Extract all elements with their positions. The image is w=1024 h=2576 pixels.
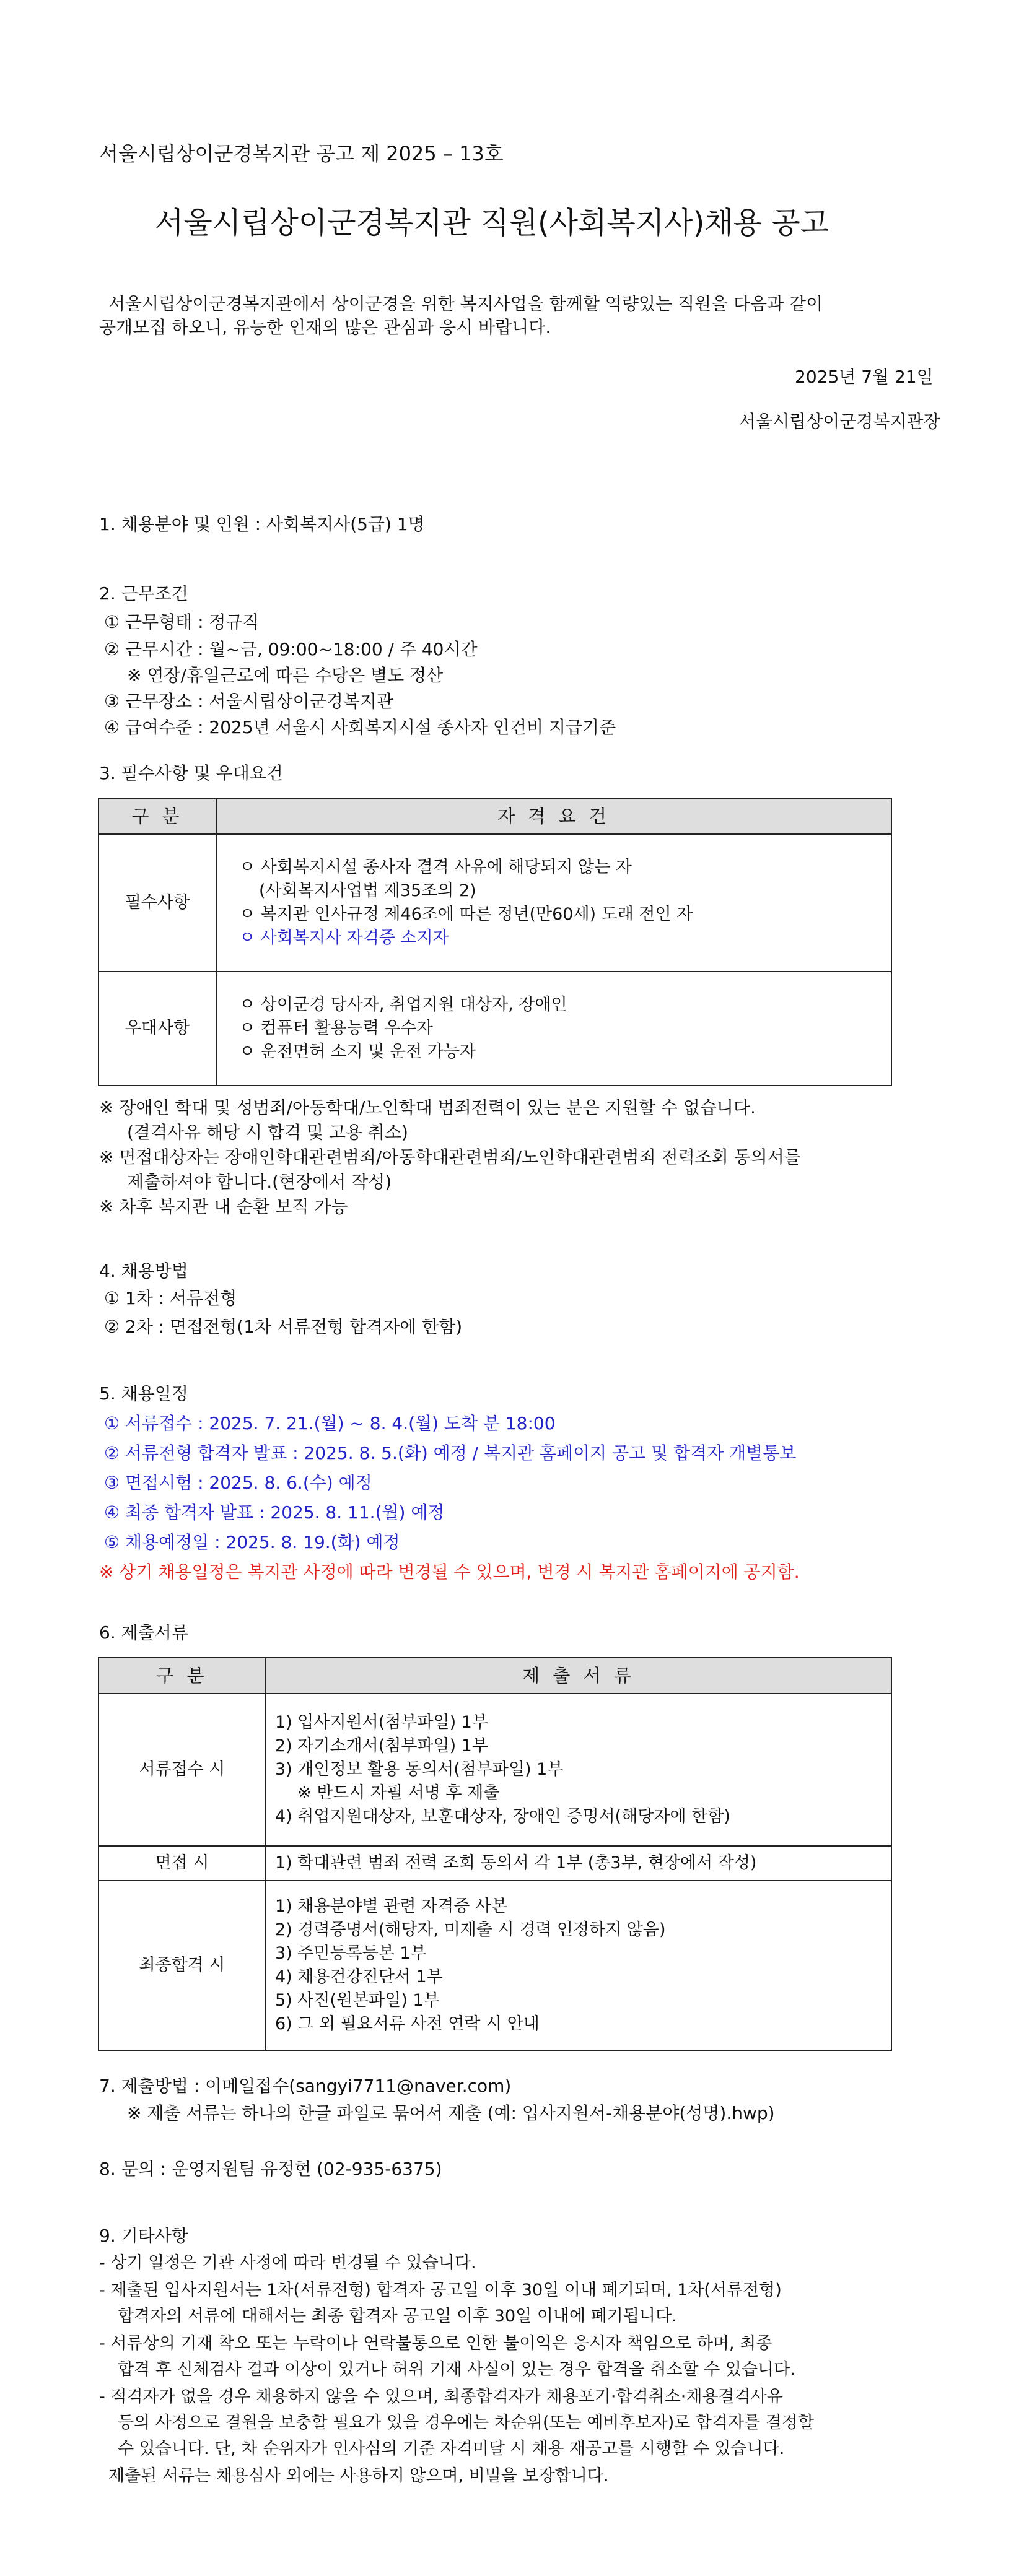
preferred-item-2: ㅇ 컴퓨터 활용능력 우수자 [239, 1019, 433, 1038]
method-step-1: ① 1차 : 서류전형 [104, 1288, 237, 1308]
doc-item: 2) 경력증명서(해당자, 미제출 시 경력 인정하지 않음) [275, 1920, 666, 1939]
work-hours: ② 근무시간 : 월~금, 09:00~18:00 / 주 40시간 [104, 639, 478, 659]
col-header-documents: 제 출 서 류 [266, 1658, 891, 1694]
section-7-submission: 7. 제출방법 : 이메일접수(sangyi7711@naver.com) [99, 2076, 512, 2096]
interview-docs-list [266, 1846, 891, 1881]
doc-item: 4) 채용건강진단서 1부 [275, 1967, 443, 1986]
preferred-item-3: ㅇ 운전면허 소지 및 운전 가능자 [239, 1042, 476, 1061]
schedule-interview: ③ 면접시험 : 2025. 8. 6.(수) 예정 [104, 1473, 372, 1493]
table-header-row [98, 798, 891, 834]
doc-item: 1) 학대관련 범죄 전력 조회 동의서 각 1부 (총3부, 현장에서 작성) [275, 1853, 757, 1873]
note-criminal-record-cont: (결격사유 해당 시 합격 및 고용 취소) [127, 1122, 408, 1142]
section-8-contact: 8. 문의 : 운영지원팀 유정현 (02-935-6375) [99, 2159, 442, 2179]
note-criminal-record: ※ 장애인 학대 및 성범죄/아동학대/노인학대 범죄전력이 있는 분은 지원할 수 없습니다. [99, 1097, 756, 1118]
section-9-title: 9. 기타사항 [99, 2226, 188, 2246]
note-consent-form-cont: 제출하셔야 합니다.(현장에서 작성) [127, 1172, 392, 1192]
misc-line: - 적격자가 없을 경우 채용하지 않을 수 있으며, 최종합격자가 채용포기·합격취소·채용결격사유 [99, 2387, 783, 2406]
misc-line: 제출된 서류는 채용심사 외에는 사용하지 않으며, 비밀을 보장합니다. [108, 2466, 609, 2486]
schedule-change-notice: ※ 상기 채용일정은 복지관 사정에 따라 변경될 수 있으며, 변경 시 복지관 홈페이지에 공지함. [99, 1562, 800, 1582]
method-step-2: ② 2차 : 면접전형(1차 서류전형 합격자에 한함) [104, 1316, 463, 1337]
preferred-item-1: ㅇ 상이군경 당사자, 취업지원 대상자, 장애인 [239, 995, 567, 1014]
documents-table [98, 1657, 892, 2051]
schedule-application: ① 서류접수 : 2025. 7. 21.(월) ~ 8. 4.(월) 도착 분 18:00 [104, 1413, 556, 1434]
notice-number: 서울시립상이군경복지관 공고 제 2025 – 13호 [99, 142, 504, 165]
table-row-required [98, 834, 891, 972]
doc-item: 4) 취업지원대상자, 보훈대상자, 장애인 증명서(해당자에 한함) [275, 1807, 730, 1826]
schedule-final-result: ④ 최종 합격자 발표 : 2025. 8. 11.(월) 예정 [104, 1502, 445, 1523]
section-1-position: 1. 채용분야 및 인원 : 사회복지사(5급) 1명 [99, 514, 425, 534]
doc-item: 1) 채용분야별 관련 자격증 사본 [275, 1897, 508, 1916]
doc-item: 6) 그 외 필요서류 사전 연락 시 안내 [275, 2014, 540, 2034]
table-row-final [98, 1881, 891, 2050]
misc-line: 합격자의 서류에 대해서는 최종 합격자 공고일 이후 30일 이내에 폐기됩니다. [118, 2307, 677, 2326]
col-header-category: 구 분 [98, 1658, 266, 1694]
intro-line-1: 서울시립상이군경복지관에서 상이군경을 위한 복지사업을 함께할 역량있는 직원을 다음과 같이 [108, 294, 823, 314]
row-label-final: 최종합격 시 [98, 1881, 266, 2050]
work-type: ① 근무형태 : 정규직 [104, 612, 260, 632]
misc-line: - 제출된 입사지원서는 1차(서류전형) 합격자 공고일 이후 30일 이내 폐기되며, 1차(서류전형) [99, 2281, 782, 2300]
misc-line: - 서류상의 기재 착오 또는 누락이나 연락불통으로 인한 불이익은 응시자 책임으로 하며, 최종 [99, 2334, 772, 2353]
schedule-start-date: ⑤ 채용예정일 : 2025. 8. 19.(화) 예정 [104, 1532, 400, 1552]
notice-date: 2025년 7월 21일 [795, 367, 934, 387]
row-label-preferred: 우대사항 [98, 972, 216, 1086]
row-label-required: 필수사항 [98, 834, 216, 972]
doc-item: 3) 주민등록등본 1부 [275, 1944, 427, 1963]
doc-item: 3) 개인정보 활용 동의서(첨부파일) 1부 [275, 1760, 564, 1779]
required-item-1: ㅇ 사회복지시설 종사자 결격 사유에 해당되지 않는 자 [239, 858, 632, 877]
col-header-category: 구 분 [98, 798, 216, 834]
required-item-2: ㅇ 복지관 인사규정 제46조에 따른 정년(만60세) 도래 전인 자 [239, 905, 693, 924]
section-4-title: 4. 채용방법 [99, 1261, 188, 1281]
note-consent-form: ※ 면접대상자는 장애인학대관련범죄/아동학대관련범죄/노인학대관련범죄 전력조회 동의서를 [99, 1147, 801, 1167]
schedule-document-result: ② 서류전형 합격자 발표 : 2025. 8. 5.(화) 예정 / 복지관 홈페이지 공고 및 합격자 개별통보 [104, 1443, 797, 1463]
final-docs-list [266, 1881, 891, 2050]
required-item-3: ㅇ 사회복지사 자격증 소지자 [239, 928, 449, 947]
submission-note: ※ 제출 서류는 하나의 한글 파일로 묶어서 제출 (예: 입사지원서-채용분야(성명).hwp) [127, 2103, 775, 2123]
work-place: ③ 근무장소 : 서울시립상이군경복지관 [104, 691, 393, 711]
misc-line: 합격 후 신체검사 결과 이상이 있거나 허위 기재 사실이 있는 경우 합격을 취소할 수 있습니다. [118, 2360, 795, 2379]
table-row-interview [98, 1846, 891, 1881]
section-6-title: 6. 제출서류 [99, 1622, 188, 1643]
salary-level: ④ 급여수준 : 2025년 서울시 사회복지시설 종사자 인건비 지급기준 [104, 717, 616, 738]
section-3-title: 3. 필수사항 및 우대요건 [99, 763, 283, 783]
intro-line-2: 공개모집 하오니, 유능한 인재의 많은 관심과 응시 바랍니다. [99, 317, 551, 337]
required-list [216, 834, 891, 972]
row-label-interview: 면접 시 [98, 1846, 266, 1881]
misc-line: 수 있습니다. 단, 차 순위자가 인사심의 기준 자격미달 시 채용 재공고를 시행할 수 있습니다. [118, 2439, 785, 2458]
row-label-application: 서류접수 시 [98, 1694, 266, 1846]
preferred-list [216, 972, 891, 1086]
doc-item: 5) 사진(원본파일) 1부 [275, 1991, 440, 2010]
issuer-name: 서울시립상이군경복지관장 [739, 411, 940, 432]
section-2-title: 2. 근무조건 [99, 583, 188, 604]
overtime-note: ※ 연장/휴일근로에 따른 수당은 별도 정산 [127, 665, 444, 685]
signature-note: ※ 반드시 자필 서명 후 제출 [297, 1783, 500, 1803]
qualification-table [98, 798, 892, 1086]
note-rotation: ※ 차후 복지관 내 순환 보직 가능 [99, 1196, 348, 1217]
doc-item: 2) 자기소개서(첨부파일) 1부 [275, 1736, 488, 1756]
table-header-row [98, 1658, 891, 1694]
doc-item: 1) 입사지원서(첨부파일) 1부 [275, 1713, 488, 1732]
application-docs-list [266, 1694, 891, 1846]
required-item-1-ref: (사회복지사업법 제35조의 2) [259, 881, 476, 900]
section-5-title: 5. 채용일정 [99, 1383, 188, 1404]
table-row-application [98, 1694, 891, 1846]
table-row-preferred [98, 972, 891, 1086]
col-header-qualifications: 자 격 요 건 [216, 798, 891, 834]
misc-line: - 상기 일정은 기관 사정에 따라 변경될 수 있습니다. [99, 2253, 476, 2273]
page-title: 서울시립상이군경복지관 직원(사회복지사)채용 공고 [155, 206, 829, 240]
misc-line: 등의 사정으로 결원을 보충할 필요가 있을 경우에는 차순위(또는 예비후보자)로 합격자를 결정할 [118, 2413, 815, 2432]
